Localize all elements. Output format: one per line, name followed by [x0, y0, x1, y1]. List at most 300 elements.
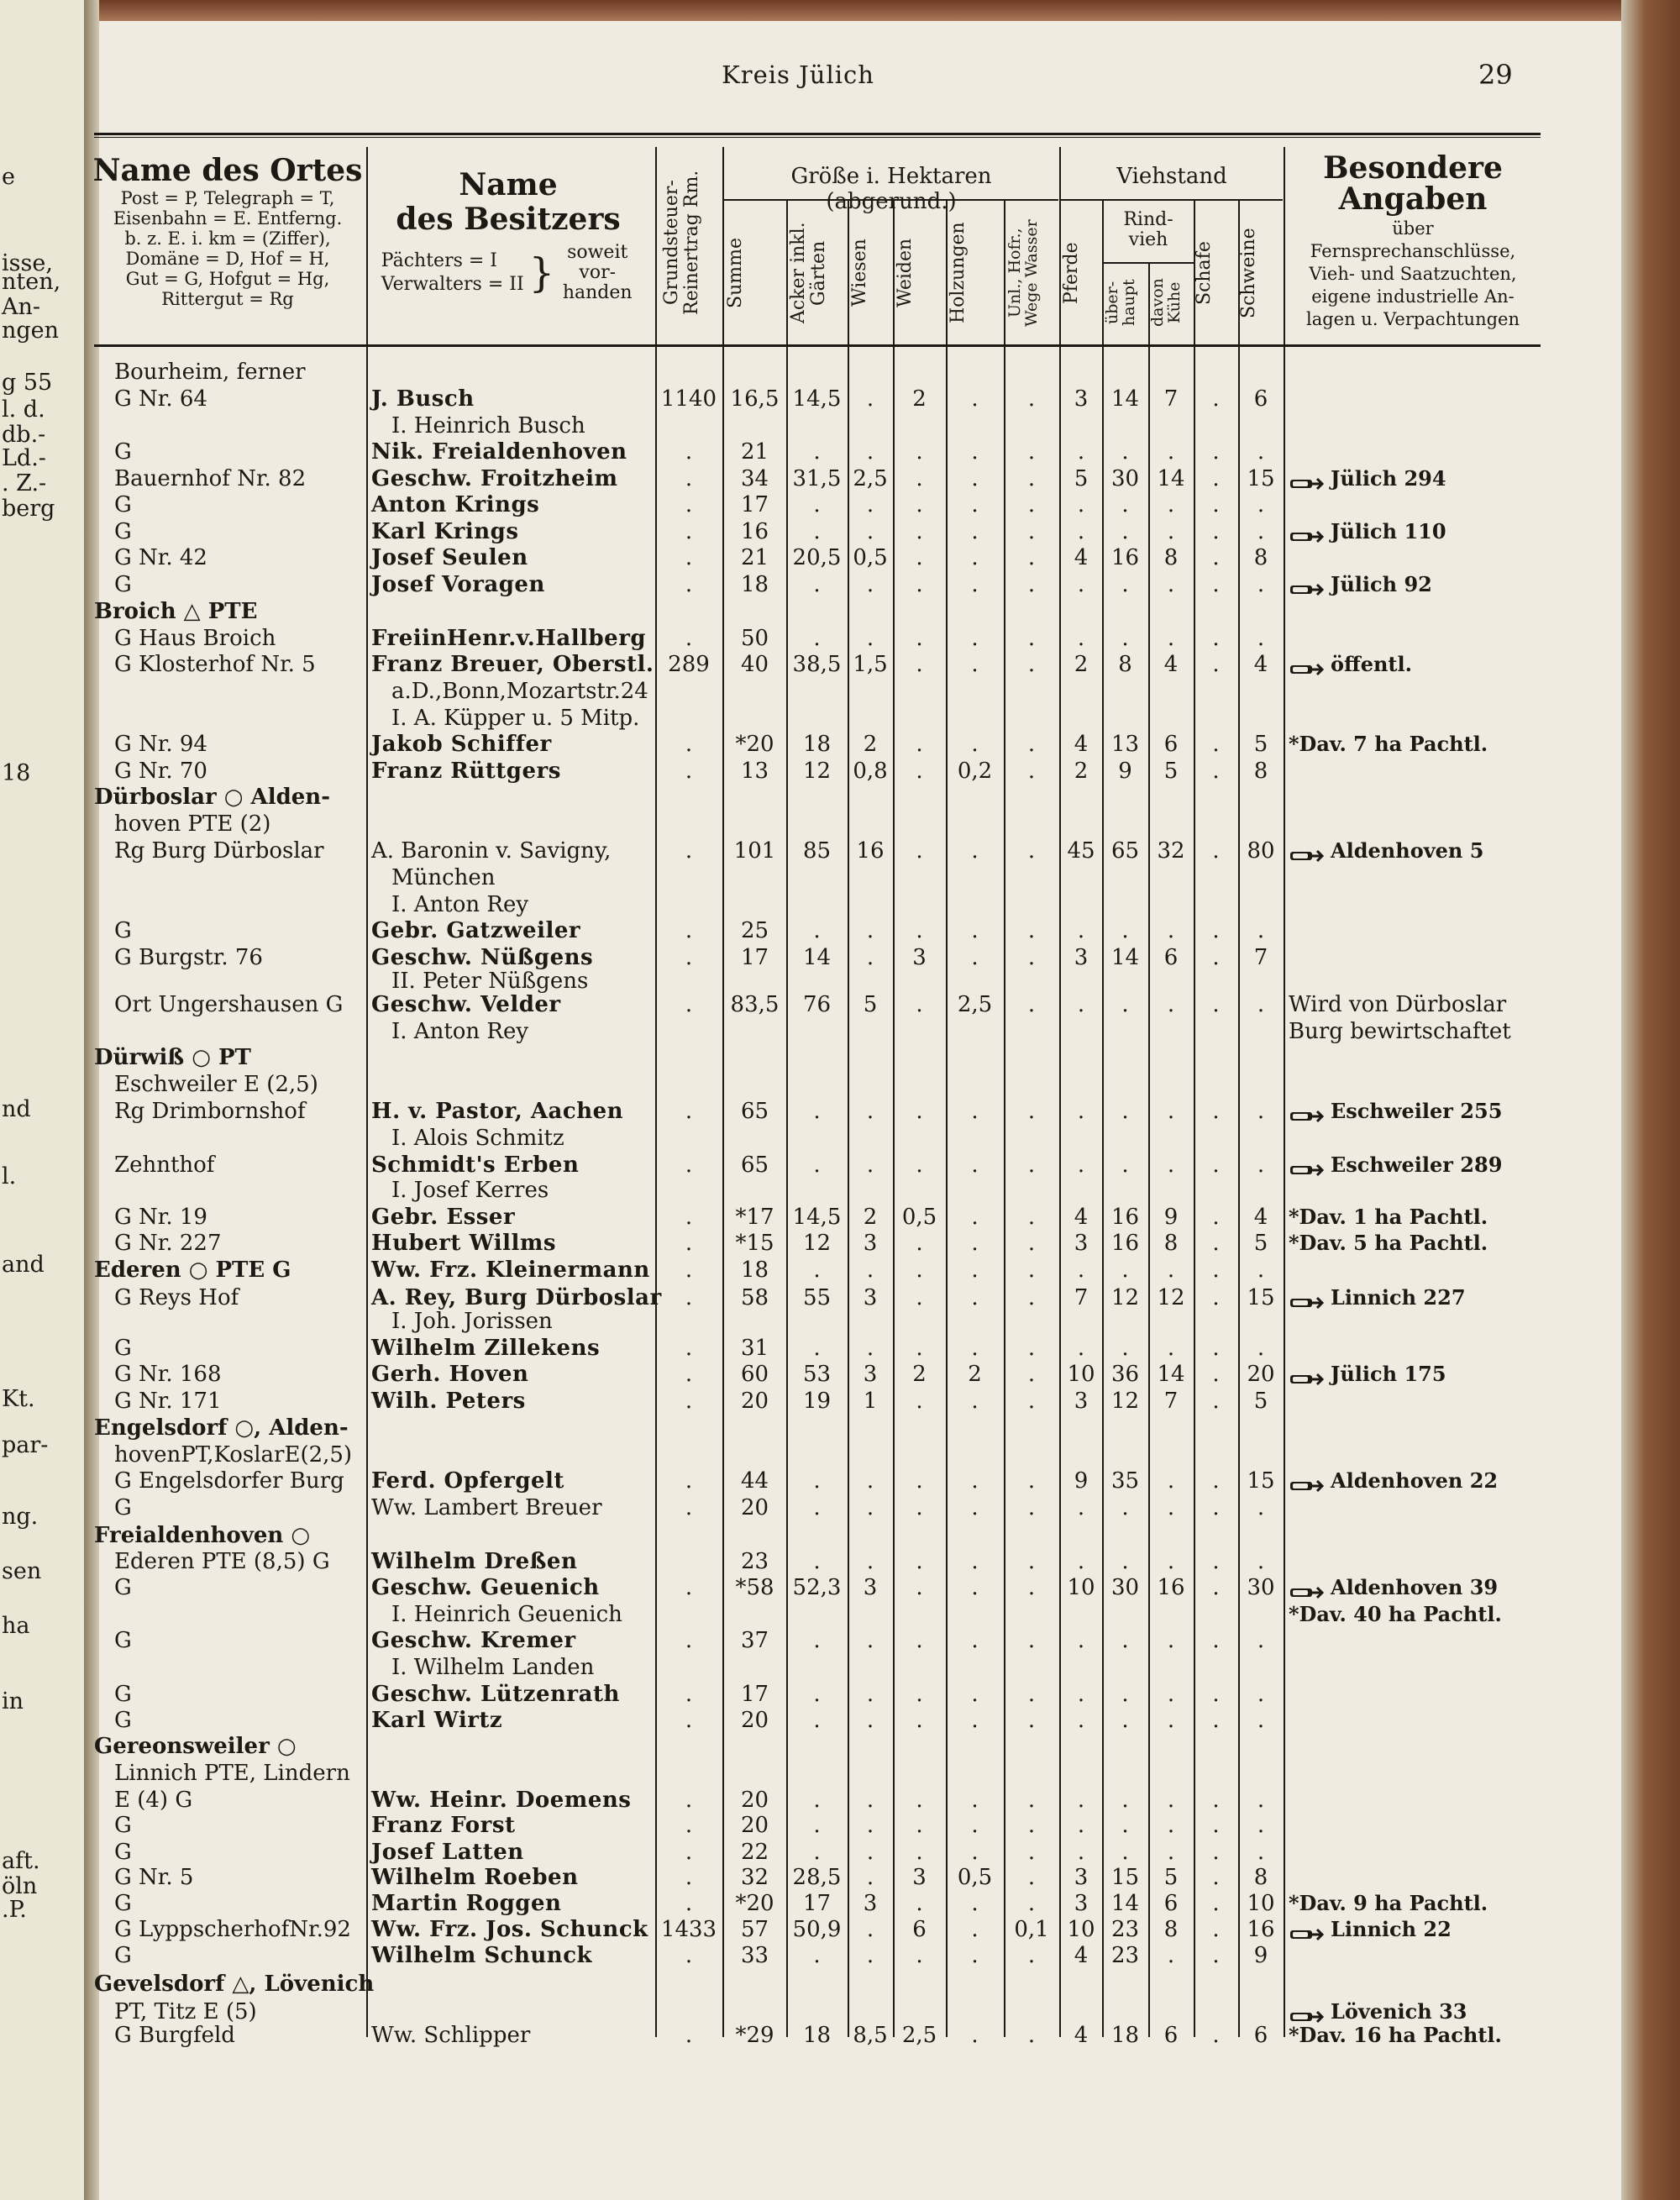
pigs: 5: [1253, 732, 1268, 757]
area-unusable: .: [1027, 1336, 1036, 1361]
owner-name: Ww. Schlipper: [371, 2023, 531, 2048]
sheep: .: [1212, 1549, 1220, 1574]
pigs: .: [1257, 1813, 1265, 1838]
owner-name: I. Heinrich Geuenich: [391, 1602, 622, 1627]
header-top-rule-thin: [94, 137, 1541, 138]
remark: [1289, 838, 1483, 864]
area-pasture: .: [916, 466, 923, 491]
area-unusable: .: [1027, 466, 1036, 491]
area-wood: .: [971, 545, 979, 570]
cows: .: [1167, 439, 1175, 465]
horses: 45: [1067, 838, 1095, 864]
remark: [1289, 1285, 1466, 1310]
cows: 4: [1163, 652, 1179, 677]
area-pasture: .: [916, 1708, 923, 1733]
area-wood: 2,5: [957, 992, 993, 1017]
pigs: 7: [1253, 945, 1268, 970]
cows: 16: [1157, 1575, 1185, 1600]
left-page-fragment: nd: [2, 1096, 31, 1122]
sheep: .: [1212, 1153, 1220, 1178]
tax-yield: .: [685, 1840, 693, 1865]
place-legend-line: Eisenbahn = E. Entferng.: [113, 208, 343, 229]
area-unusable: .: [1027, 1628, 1036, 1653]
sheep: .: [1212, 2023, 1220, 2048]
left-page-fragment: berg: [2, 496, 55, 522]
area-arable: 50,9: [792, 1917, 842, 1942]
area-wood: .: [971, 1153, 979, 1178]
place-name: G Nr. 94: [114, 732, 207, 757]
sheep: .: [1212, 1495, 1220, 1520]
area-arable: .: [813, 1495, 821, 1520]
left-page-fragment: Kt.: [2, 1386, 35, 1412]
tax-yield: .: [685, 1865, 693, 1890]
area-arable: 14,5: [792, 1205, 842, 1230]
area-total: 25: [740, 918, 769, 943]
area-meadow: 0,8: [853, 759, 888, 784]
remark: [1289, 1231, 1488, 1256]
area-arable: 55: [802, 1285, 832, 1310]
owner-header-tenants: Pächters = I: [381, 249, 497, 271]
owner-name: II. Peter Nüßgens: [391, 969, 589, 994]
pigs: .: [1257, 1840, 1265, 1865]
remark-text: *Dav. 5 ha Pachtl.: [1289, 1231, 1488, 1255]
area-meadow: .: [866, 1840, 874, 1865]
owner-name: Geschw. Lützenrath: [371, 1682, 620, 1707]
place-name: G: [114, 519, 132, 544]
cattle-total: .: [1121, 1153, 1129, 1178]
remark: [1289, 732, 1488, 757]
area-meadow: 1,5: [853, 652, 888, 677]
area-wood: .: [971, 492, 979, 517]
cows: 5: [1163, 1865, 1179, 1890]
cattle-total: 9: [1118, 759, 1132, 784]
horses: 3: [1074, 1891, 1089, 1916]
area-unusable: .: [1027, 1468, 1036, 1494]
horses: .: [1077, 992, 1085, 1017]
area-pasture: 0,5: [901, 1205, 937, 1230]
owner-name: Franz Breuer, Oberstl.: [371, 652, 654, 677]
pigs: 15: [1247, 1285, 1275, 1310]
owner-name: I. Anton Rey: [391, 892, 529, 917]
area-unusable: .: [1027, 1205, 1036, 1230]
place-name: hovenPT,KoslarE(2,5): [114, 1442, 353, 1468]
remark-text: Jülich 92: [1331, 572, 1432, 596]
left-page-fragment: aft.: [2, 1848, 40, 1874]
area-total: 22: [740, 1840, 769, 1865]
owner-name: I. Josef Kerres: [391, 1178, 549, 1203]
place-legend-line: Rittergut = Rg: [161, 289, 294, 310]
left-page-edge: [0, 0, 86, 2200]
area-pasture: .: [916, 1258, 923, 1283]
owner-name: Geschw. Kremer: [371, 1628, 576, 1653]
area-wood: .: [971, 1099, 979, 1124]
cows: .: [1167, 572, 1175, 597]
cows: .: [1167, 519, 1175, 544]
area-arable: .: [813, 1628, 821, 1653]
area-total: 20: [740, 1389, 769, 1414]
area-wood: .: [971, 1575, 979, 1600]
area-pasture: .: [916, 439, 923, 465]
pigs: 8: [1253, 545, 1268, 570]
horses: 5: [1074, 466, 1089, 491]
pigs: .: [1257, 519, 1265, 544]
area-arable: 12: [802, 759, 832, 784]
area-pasture: 2: [912, 1362, 927, 1387]
area-pasture: 3: [912, 1865, 927, 1890]
area-unusable: .: [1027, 838, 1036, 864]
area-arable: 31,5: [792, 466, 842, 491]
sheep: .: [1212, 652, 1220, 677]
area-wood: .: [971, 945, 979, 970]
cows: 14: [1157, 1362, 1185, 1387]
area-pasture: .: [916, 1891, 923, 1916]
pigs: 15: [1247, 466, 1275, 491]
area-meadow: .: [866, 519, 874, 544]
telephone-icon: [1289, 1368, 1324, 1384]
pigs: 8: [1253, 1865, 1268, 1890]
area-meadow: 2: [863, 1205, 878, 1230]
area-arable: 18: [802, 2023, 832, 2048]
area-arable: .: [813, 1682, 821, 1707]
remark-text: Burg bewirtschaftet: [1289, 1019, 1511, 1044]
area-meadow: .: [866, 439, 874, 465]
pigs: 4: [1253, 652, 1268, 677]
cattle-total: 30: [1110, 1575, 1140, 1600]
area-unusable: .: [1027, 519, 1036, 544]
cattle-total: 16: [1110, 545, 1140, 570]
horses: .: [1077, 1788, 1085, 1813]
sheep: .: [1212, 1917, 1220, 1942]
area-total: 57: [740, 1917, 769, 1942]
remark: [1289, 1468, 1498, 1494]
area-wood: 0,2: [957, 759, 993, 784]
pigs: 20: [1247, 1362, 1275, 1387]
area-pasture: .: [916, 1231, 923, 1256]
area-arable: .: [813, 572, 821, 597]
owner-name: Ww. Frz. Jos. Schunck: [371, 1917, 648, 1942]
cattle-total: 14: [1110, 1891, 1140, 1916]
place-legend-line: Post = P, Telegraph = T,: [120, 188, 335, 209]
cattle-total: .: [1121, 1549, 1129, 1574]
remark-text: Eschweiler 255: [1331, 1099, 1503, 1123]
sheep: .: [1212, 1575, 1220, 1600]
area-wood: .: [971, 1628, 979, 1653]
cattle-total: .: [1121, 1258, 1129, 1283]
telephone-icon: [1289, 525, 1324, 542]
owner-name: Martin Roggen: [371, 1891, 562, 1916]
area-pasture: .: [916, 1549, 923, 1574]
column-rule: [722, 147, 724, 2037]
area-wood: .: [971, 652, 979, 677]
sheep: .: [1212, 838, 1220, 864]
area-unusable: .: [1027, 732, 1036, 757]
remark: [1289, 1153, 1502, 1178]
area-wood: .: [971, 1917, 979, 1942]
area-pasture: .: [916, 759, 923, 784]
cattle-total: 35: [1110, 1468, 1140, 1494]
area-pasture: 3: [912, 945, 927, 970]
area-pasture: .: [916, 626, 923, 651]
tax-yield: .: [685, 1205, 693, 1230]
tax-yield: .: [685, 1891, 693, 1916]
area-total: 31: [740, 1336, 769, 1361]
owner-name: Franz Forst: [371, 1813, 516, 1838]
tax-yield: .: [685, 1943, 693, 1968]
area-unusable: .: [1027, 1865, 1036, 1890]
tax-yield: .: [685, 1153, 693, 1178]
remarks-subheader-line: Fernsprechanschlüsse,: [1310, 240, 1516, 261]
area-total: 21: [740, 439, 769, 465]
area-meadow: .: [866, 1468, 874, 1494]
owner-name: Schmidt's Erben: [371, 1153, 580, 1178]
tax-yield: .: [685, 1813, 693, 1838]
place-name: G Burgfeld: [114, 2023, 235, 2048]
place-name: Ederen ○ PTE G: [94, 1258, 291, 1283]
cattle-total: 16: [1110, 1205, 1140, 1230]
sheep: .: [1212, 1285, 1220, 1310]
tax-yield: .: [685, 1389, 693, 1414]
pigs: 4: [1253, 1205, 1268, 1230]
area-unusable: .: [1027, 1258, 1036, 1283]
area-arable: .: [813, 918, 821, 943]
area-arable: 53: [802, 1362, 832, 1387]
pigs: 5: [1253, 1231, 1268, 1256]
area-pasture: .: [916, 992, 923, 1017]
horses: 3: [1074, 1865, 1089, 1890]
pigs: 10: [1247, 1891, 1275, 1916]
area-pasture: .: [916, 1682, 923, 1707]
owner-header-note: soweit vor- handen: [562, 241, 633, 303]
owner-name: Josef Latten: [371, 1840, 524, 1865]
area-arable: .: [813, 1153, 821, 1178]
area-arable: .: [813, 492, 821, 517]
remark: [1289, 1205, 1488, 1230]
area-meadow: 0,5: [853, 545, 888, 570]
place-name: G: [114, 1495, 132, 1520]
owner-name: H. v. Pastor, Aachen: [371, 1099, 624, 1124]
pigs: .: [1257, 439, 1265, 465]
area-pasture: .: [916, 1813, 923, 1838]
place-legend-line: Gut = G, Hofgut = Hg,: [125, 269, 330, 290]
place-name: G: [114, 1943, 132, 1968]
owner-name: Gebr. Gatzweiler: [371, 918, 581, 943]
area-arable: 12: [802, 1231, 832, 1256]
place-name: G Haus Broich: [114, 626, 276, 651]
pigs: .: [1257, 992, 1265, 1017]
place-name: G Nr. 168: [114, 1362, 222, 1387]
cows: .: [1167, 1336, 1175, 1361]
area-pasture: .: [916, 519, 923, 544]
cattle-total: 16: [1110, 1231, 1140, 1256]
place-name: Bourheim, ferner: [114, 360, 306, 385]
area-pasture: .: [916, 1153, 923, 1178]
owner-name: Ww. Frz. Kleinermann: [371, 1258, 650, 1283]
area-total: *20: [735, 1891, 774, 1916]
area-arable: .: [813, 1258, 821, 1283]
area-pasture: .: [916, 1628, 923, 1653]
owner-name: Josef Voragen: [371, 572, 545, 597]
pigs: 16: [1247, 1917, 1275, 1942]
pigs: .: [1257, 1336, 1265, 1361]
cows: 6: [1163, 1891, 1179, 1916]
telephone-icon: [1289, 844, 1324, 861]
pigs: .: [1257, 1495, 1265, 1520]
area-total: *29: [735, 2023, 774, 2048]
cows: .: [1167, 492, 1175, 517]
left-page-fragment: An-: [2, 294, 41, 320]
area-unusable: .: [1027, 1362, 1036, 1387]
place-name: G Burgstr. 76: [114, 945, 263, 970]
remark-text: Aldenhoven 5: [1331, 838, 1484, 863]
area-arable: 17: [802, 1891, 832, 1916]
horses: 3: [1074, 386, 1089, 412]
cattle-total: 18: [1110, 2023, 1140, 2048]
area-total: 58: [740, 1285, 769, 1310]
place-name: G: [114, 1708, 132, 1733]
remark: [1289, 2023, 1502, 2048]
area-total: 65: [740, 1099, 769, 1124]
cows: 7: [1163, 386, 1179, 412]
pasture-header: Weiden: [895, 238, 916, 308]
cattle-total: .: [1121, 918, 1129, 943]
tax-yield: .: [685, 1682, 693, 1707]
area-arable: .: [813, 439, 821, 465]
sheep: .: [1212, 1389, 1220, 1414]
pigs: 6: [1253, 386, 1268, 412]
area-unusable: .: [1027, 1389, 1036, 1414]
cattle-total: 36: [1110, 1362, 1140, 1387]
area-total: *17: [735, 1205, 774, 1230]
owner-name: I. Anton Rey: [391, 1019, 529, 1044]
area-pasture: .: [916, 1285, 923, 1310]
left-page-fragment: e: [2, 164, 15, 190]
area-total: 44: [740, 1468, 769, 1494]
area-arable: .: [813, 1943, 821, 1968]
cows: 8: [1163, 545, 1179, 570]
remark: [1289, 992, 1506, 1017]
owner-name: Gebr. Esser: [371, 1205, 516, 1230]
area-arable: .: [813, 1099, 821, 1124]
area-meadow: 3: [863, 1231, 878, 1256]
area-unusable: .: [1027, 1813, 1036, 1838]
remark-text: öffentl.: [1331, 652, 1412, 676]
area-unusable: .: [1027, 572, 1036, 597]
area-wood: .: [971, 1840, 979, 1865]
area-meadow: .: [866, 1943, 874, 1968]
horses: .: [1077, 1628, 1085, 1653]
book-top-edge: [99, 0, 1621, 24]
place-name: G: [114, 1682, 132, 1707]
area-arable: .: [813, 1708, 821, 1733]
area-wood: .: [971, 1943, 979, 1968]
area-arable: .: [813, 1468, 821, 1494]
place-name: G Nr. 171: [114, 1389, 222, 1414]
place-name: G Klosterhof Nr. 5: [114, 652, 316, 677]
left-page-fragment: öln: [2, 1873, 38, 1899]
owner-name: Geschw. Velder: [371, 992, 561, 1017]
area-arable: .: [813, 1788, 821, 1813]
owner-name: A. Rey, Burg Dürboslar: [371, 1285, 662, 1310]
sheep: .: [1212, 1813, 1220, 1838]
pigs: 6: [1253, 2023, 1268, 2048]
area-meadow: .: [866, 1682, 874, 1707]
owner-header-title-1: Name: [459, 167, 558, 202]
area-arable: .: [813, 626, 821, 651]
book-spine-edge: [1621, 0, 1680, 2200]
livestock-group-rule: [1061, 199, 1283, 201]
area-meadow: .: [866, 1865, 874, 1890]
area-meadow: .: [866, 1708, 874, 1733]
area-arable: 85: [802, 838, 832, 864]
area-arable: 28,5: [792, 1865, 842, 1890]
area-pasture: .: [916, 1575, 923, 1600]
left-page-fragment: par-: [2, 1432, 49, 1458]
area-meadow: 5: [863, 992, 878, 1017]
area-total: 20: [740, 1813, 769, 1838]
area-arable: 76: [802, 992, 832, 1017]
telephone-icon: [1289, 1291, 1324, 1308]
left-page-fragment: . Z.-: [2, 470, 47, 496]
left-page-fragment: l.: [2, 1163, 17, 1189]
sheep: .: [1212, 386, 1220, 412]
area-pasture: 6: [912, 1917, 927, 1942]
pigs: .: [1257, 1628, 1265, 1653]
sum-header: Summe: [725, 238, 746, 308]
sheep: .: [1212, 1708, 1220, 1733]
area-arable: 14: [802, 945, 832, 970]
sheep: .: [1212, 992, 1220, 1017]
remark: [1289, 1999, 1467, 2024]
area-unusable: .: [1027, 439, 1036, 465]
area-unusable: .: [1027, 1840, 1036, 1865]
area-pasture: .: [916, 1495, 923, 1520]
area-pasture: .: [916, 1468, 923, 1494]
telephone-icon: [1289, 1474, 1324, 1491]
remark: [1289, 519, 1446, 544]
remark-text: *Dav. 9 ha Pachtl.: [1289, 1891, 1488, 1915]
tax-yield: .: [685, 838, 693, 864]
area-wood: .: [971, 732, 979, 757]
cows: 14: [1157, 466, 1185, 491]
sheep: .: [1212, 519, 1220, 544]
sheep: .: [1212, 918, 1220, 943]
place-name: Linnich PTE, Lindern: [114, 1761, 350, 1786]
remark-text: *Dav. 40 ha Pachtl.: [1289, 1602, 1502, 1626]
left-page-fragment: sen: [2, 1558, 42, 1584]
sheep: .: [1212, 545, 1220, 570]
unusable-header: Unl., Hofr., Wege Wasser: [1005, 219, 1041, 327]
telephone-icon: [1289, 1158, 1324, 1175]
area-arable: .: [813, 519, 821, 544]
owner-name: Josef Seulen: [371, 545, 528, 570]
area-total: *15: [735, 1231, 774, 1256]
area-total: 20: [740, 1495, 769, 1520]
tax-yield: .: [685, 572, 693, 597]
owner-name: I. Alois Schmitz: [391, 1126, 564, 1151]
place-name: G: [114, 572, 132, 597]
horses: 10: [1067, 1917, 1095, 1942]
area-pasture: .: [916, 1840, 923, 1865]
remark-text: Linnich 22: [1331, 1917, 1452, 1941]
page-number: 29: [1478, 59, 1513, 91]
acreage-header: Acker inkl. Gärten: [788, 222, 829, 324]
horses: .: [1077, 1099, 1085, 1124]
sheep: .: [1212, 1891, 1220, 1916]
area-arable: 14,5: [792, 386, 842, 412]
cattle-total: .: [1121, 519, 1129, 544]
pigs: .: [1257, 626, 1265, 651]
owner-name: Ww. Heinr. Doemens: [371, 1788, 632, 1813]
